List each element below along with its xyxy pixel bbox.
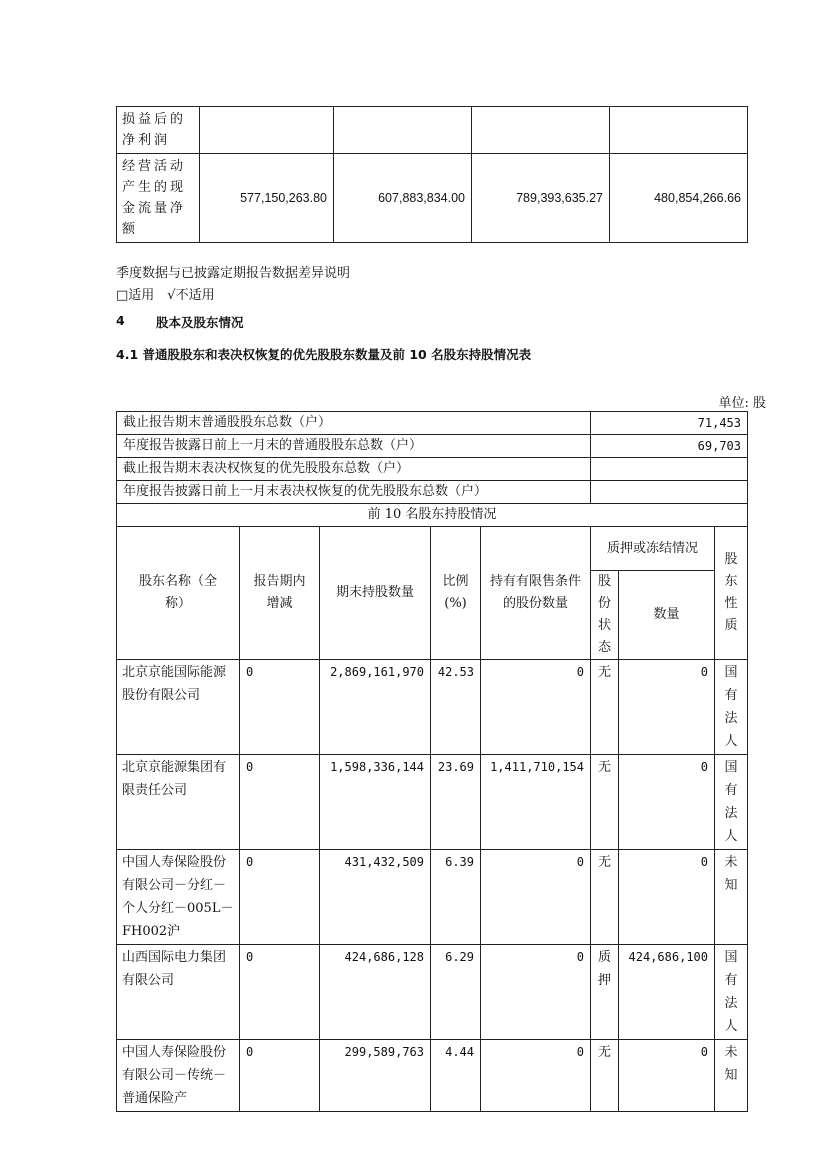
shareholder-shares: 431,432,509 [320, 850, 431, 945]
value-cell: 789,393,635.27 [472, 154, 610, 243]
row-label: 经营活动产生的现金流量净额 [117, 154, 200, 243]
value-cell [610, 107, 748, 154]
header-nature-cell [715, 527, 748, 660]
table-row [117, 755, 748, 850]
shareholder-ratio: 42.53 [431, 660, 481, 755]
table-row [117, 945, 748, 1040]
summary-row [117, 412, 748, 435]
pledge-status: 质押 [597, 950, 611, 988]
header-shares: 期末持股数量 [320, 527, 431, 660]
financial-indicator-table [116, 106, 748, 243]
nature-cell [715, 755, 748, 850]
summary-value [591, 481, 748, 504]
nature-cell [715, 660, 748, 755]
shareholder-nature: 国有法人 [724, 950, 738, 1034]
pledge-status-cell [591, 755, 619, 850]
shareholder-nature: 未知 [724, 855, 738, 893]
header-name: 股东名称（全称） [117, 527, 240, 660]
header-pledge-group: 质押或冻结情况 [591, 527, 715, 571]
shareholder-change: 0 [240, 850, 320, 945]
shareholder-ratio: 23.69 [431, 755, 481, 850]
pledge-qty: 0 [619, 660, 715, 755]
diff-note-options: □适用 √不适用 [116, 288, 215, 303]
section-row [117, 504, 748, 527]
section-title: 股本及股东情况 [156, 315, 244, 330]
summary-value [591, 458, 748, 481]
summary-value: 71,453 [591, 412, 748, 435]
value-cell: 577,150,263.80 [200, 154, 334, 243]
nature-cell [715, 1040, 748, 1112]
shareholder-table [116, 411, 748, 1112]
summary-label: 年度报告披露日前上一月末的普通股股东总数（户） [117, 435, 591, 458]
value-cell [334, 107, 472, 154]
diff-note-title: 季度数据与已披露定期报告数据差异说明 [116, 266, 351, 281]
nature-cell [715, 945, 748, 1040]
pledge-status-cell [591, 1040, 619, 1112]
nature-cell [715, 850, 748, 945]
pledge-status: 无 [597, 760, 611, 775]
shareholder-shares: 1,598,336,144 [320, 755, 431, 850]
section-number: 4 [116, 313, 125, 328]
shareholder-name: 北京京能国际能源股份有限公司 [117, 660, 240, 755]
value-cell: 480,854,266.66 [610, 154, 748, 243]
value-cell [200, 107, 334, 154]
pledge-qty: 0 [619, 1040, 715, 1112]
summary-row [117, 435, 748, 458]
shareholder-change: 0 [240, 660, 320, 755]
shareholder-restricted: 1,411,710,154 [481, 755, 591, 850]
shareholder-ratio: 6.39 [431, 850, 481, 945]
header-change: 报告期内增减 [240, 527, 320, 660]
shareholder-nature: 国有法人 [724, 760, 738, 844]
summary-row [117, 458, 748, 481]
shareholder-ratio: 6.29 [431, 945, 481, 1040]
shareholder-change: 0 [240, 1040, 320, 1112]
shareholder-restricted: 0 [481, 1040, 591, 1112]
top10-title: 前 10 名股东持股情况 [117, 504, 748, 527]
table-row [117, 850, 748, 945]
summary-value: 69,703 [591, 435, 748, 458]
summary-label: 截止报告期末表决权恢复的优先股股东总数（户） [117, 458, 591, 481]
shareholder-name: 中国人寿保险股份有限公司－分红－个人分红－005L－FH002沪 [117, 850, 240, 945]
pledge-status-cell [591, 850, 619, 945]
table-row [117, 154, 748, 243]
pledge-status-cell [591, 660, 619, 755]
pledge-status-cell [591, 945, 619, 1040]
header-restricted: 持有有限售条件的股份数量 [481, 527, 591, 660]
pledge-qty: 0 [619, 755, 715, 850]
summary-row [117, 481, 748, 504]
pledge-status: 无 [597, 665, 611, 680]
header-ratio: 比例(%) [431, 527, 481, 660]
value-cell: 607,883,834.00 [334, 154, 472, 243]
summary-label: 年度报告披露日前上一月末表决权恢复的优先股股东总数（户） [117, 481, 591, 504]
shareholder-name: 山西国际电力集团有限公司 [117, 945, 240, 1040]
header-pledge-status: 股份状态 [597, 574, 611, 655]
header-nature: 股东性质 [724, 552, 738, 633]
table-row [117, 660, 748, 755]
shareholder-ratio: 4.44 [431, 1040, 481, 1112]
pledge-qty: 424,686,100 [619, 945, 715, 1040]
shareholder-change: 0 [240, 945, 320, 1040]
header-pledge-qty: 数量 [619, 571, 715, 660]
table-row [117, 1040, 748, 1112]
unit-label: 单位: 股 [718, 396, 766, 411]
pledge-qty: 0 [619, 850, 715, 945]
shareholder-restricted: 0 [481, 660, 591, 755]
shareholder-name: 北京京能源集团有限责任公司 [117, 755, 240, 850]
shareholder-change: 0 [240, 755, 320, 850]
pledge-status: 无 [597, 855, 611, 870]
shareholder-shares: 2,869,161,970 [320, 660, 431, 755]
shareholder-restricted: 0 [481, 850, 591, 945]
shareholder-shares: 299,589,763 [320, 1040, 431, 1112]
table-row [117, 107, 748, 154]
shareholder-restricted: 0 [481, 945, 591, 1040]
pledge-status: 无 [597, 1045, 611, 1060]
shareholder-nature: 国有法人 [724, 665, 738, 749]
shareholder-nature: 未知 [724, 1045, 738, 1083]
header-row [117, 527, 748, 571]
shareholder-shares: 424,686,128 [320, 945, 431, 1040]
subsection-title: 4.1 普通股股东和表决权恢复的优先股股东数量及前 10 名股东持股情况表 [116, 347, 532, 362]
row-label: 损益后的净利润 [117, 107, 200, 154]
shareholder-name: 中国人寿保险股份有限公司－传统－普通保险产 [117, 1040, 240, 1112]
header-pledge-status-cell [591, 571, 619, 660]
summary-label: 截止报告期末普通股股东总数（户） [117, 412, 591, 435]
value-cell [472, 107, 610, 154]
